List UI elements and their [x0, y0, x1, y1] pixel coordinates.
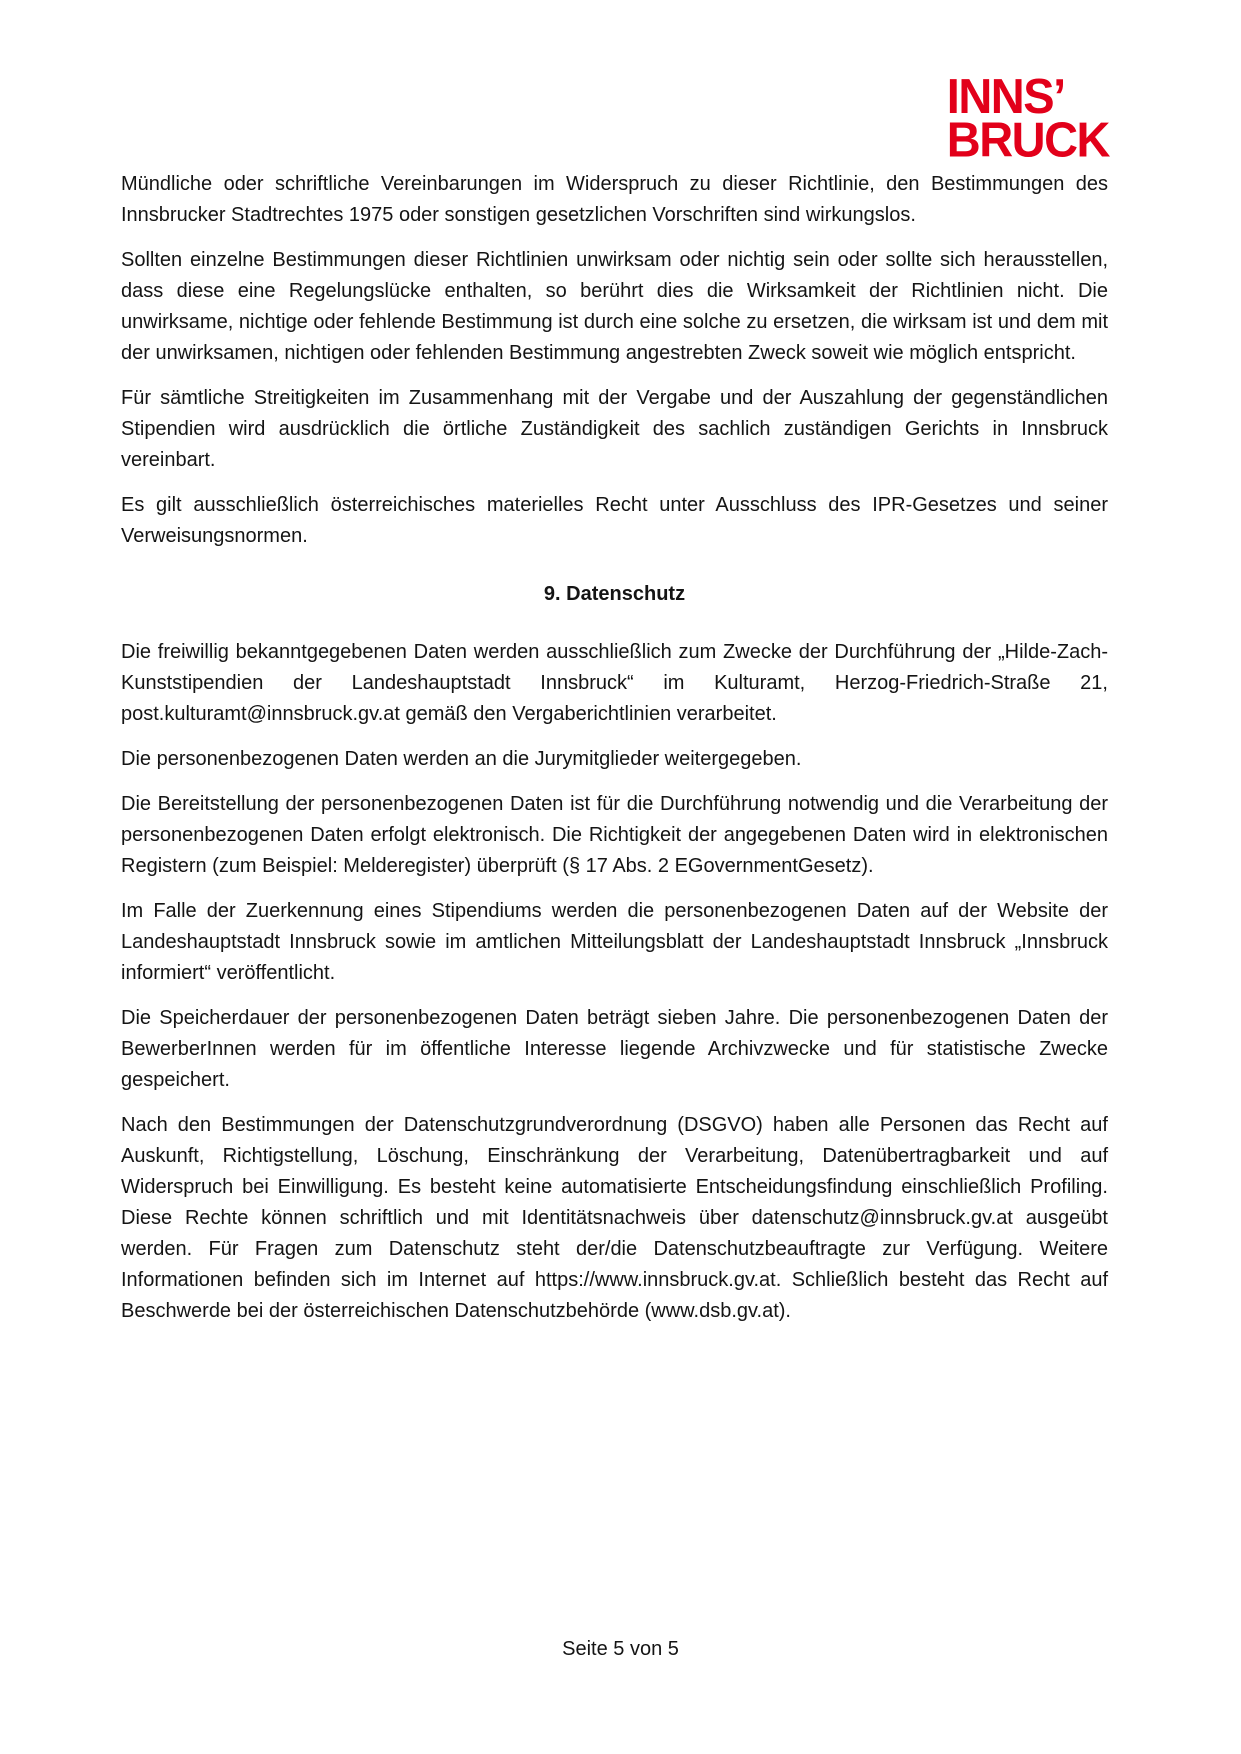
logo-line-inns: INNS’	[946, 68, 1065, 124]
paragraph-muendliche-vereinbarungen: Mündliche oder schriftliche Vereinbarungen im Widerspruch zu dieser Richtlinie, den Bestimmungen des Innsbrucker Stadtrechtes 1975 oder sonstigen gesetzlichen Vorschriften sind wirkungslos.	[121, 173, 1108, 226]
innsbruck-logo	[946, 68, 1109, 167]
paragraph-anwendbares-recht: Es gilt ausschließlich österreichisches materielles Recht unter Ausschluss des IPR-Gesetzes und seiner Verweisungsnormen.	[121, 494, 1108, 547]
paragraph-datenverarbeitung-zweck: Die freiwillig bekanntgegebenen Daten werden ausschließlich zum Zwecke der Durchführung der „Hilde-Zach-Kunststipendien der Landeshauptstadt Innsbruck“ im Kulturamt, Herzog-Friedrich-Straße 21, post.kulturamt@innsbruck.gv.at gemäß den Vergaberichtlinien verarbeitet.	[121, 641, 1108, 725]
paragraph-bereitstellung-elektronisch: Die Bereitstellung der personenbezogenen Daten ist für die Durchführung notwendig und die Verarbeitung der personenbezogenen Daten erfolgt elektronisch. Die Richtigkeit der angegebenen Daten wird in elektronischen Registern (zum Beispiel: Melderegister) überprüft (§ 17 Abs. 2 EGovernmentGesetz).	[121, 793, 1108, 877]
page-number: Seite 5 von 5	[562, 1638, 679, 1660]
paragraph-speicherdauer: Die Speicherdauer der personenbezogenen Daten beträgt sieben Jahre. Die personenbezogenen Daten der BewerberInnen werden für im öffentliche Interesse liegende Archivzwecke und für statistische Zwecke gespeichert.	[121, 1007, 1108, 1091]
paragraph-weitergabe-jury: Die personenbezogenen Daten werden an die Jurymitglieder weitergegeben.	[121, 748, 802, 770]
logo-line-bruck: BRUCK	[946, 111, 1109, 167]
section-heading-datenschutz: 9. Datenschutz	[543, 583, 686, 605]
paragraph-veroeffentlichung: Im Falle der Zuerkennung eines Stipendiums werden die personenbezogenen Daten auf der Website der Landeshauptstadt Innsbruck sowie im amtlichen Mitteilungsblatt der Landeshauptstadt Innsbruck „Innsbruck informiert“ veröffentlicht.	[121, 900, 1108, 984]
document-body	[121, 169, 1108, 1341]
paragraph-dsgvo-rechte: Nach den Bestimmungen der Datenschutzgrundverordnung (DSGVO) haben alle Personen das Recht auf Auskunft, Richtigstellung, Löschung, Einschränkung der Verarbeitung, Datenübertragbarkeit und auf Widerspruch bei Einwilligung. Es besteht keine automatisierte Entscheidungsfindung einschließlich Profiling. Diese Rechte können schriftlich und mit Identitätsnachweis über datenschutz@innsbruck.gv.at ausgeübt werden. Für Fragen zum Datenschutz steht der/die Datenschutzbeauftragte zur Verfügung. Weitere Informationen befinden sich im Internet auf https://www.innsbruck.gv.at. Schließlich besteht das Recht auf Beschwerde bei der österreichischen Datenschutzbehörde (www.dsb.gv.at).	[121, 1114, 1108, 1322]
paragraph-salvatorische-klausel: Sollten einzelne Bestimmungen dieser Richtlinien unwirksam oder nichtig sein oder sollte sich herausstellen, dass diese eine Regelungslücke enthalten, so berührt dies die Wirksamkeit der Richtlinien nicht. Die unwirksame, nichtige oder fehlende Bestimmung ist durch eine solche zu ersetzen, die wirksam ist und dem mit der unwirksamen, nichtigen oder fehlenden Bestimmung angestrebten Zweck soweit wie möglich entspricht.	[121, 249, 1108, 364]
paragraph-gerichtsstand: Für sämtliche Streitigkeiten im Zusammenhang mit der Vergabe und der Auszahlung der gegenständlichen Stipendien wird ausdrücklich die örtliche Zuständigkeit des sachlich zuständigen Gerichts in Innsbruck vereinbart.	[121, 387, 1108, 471]
